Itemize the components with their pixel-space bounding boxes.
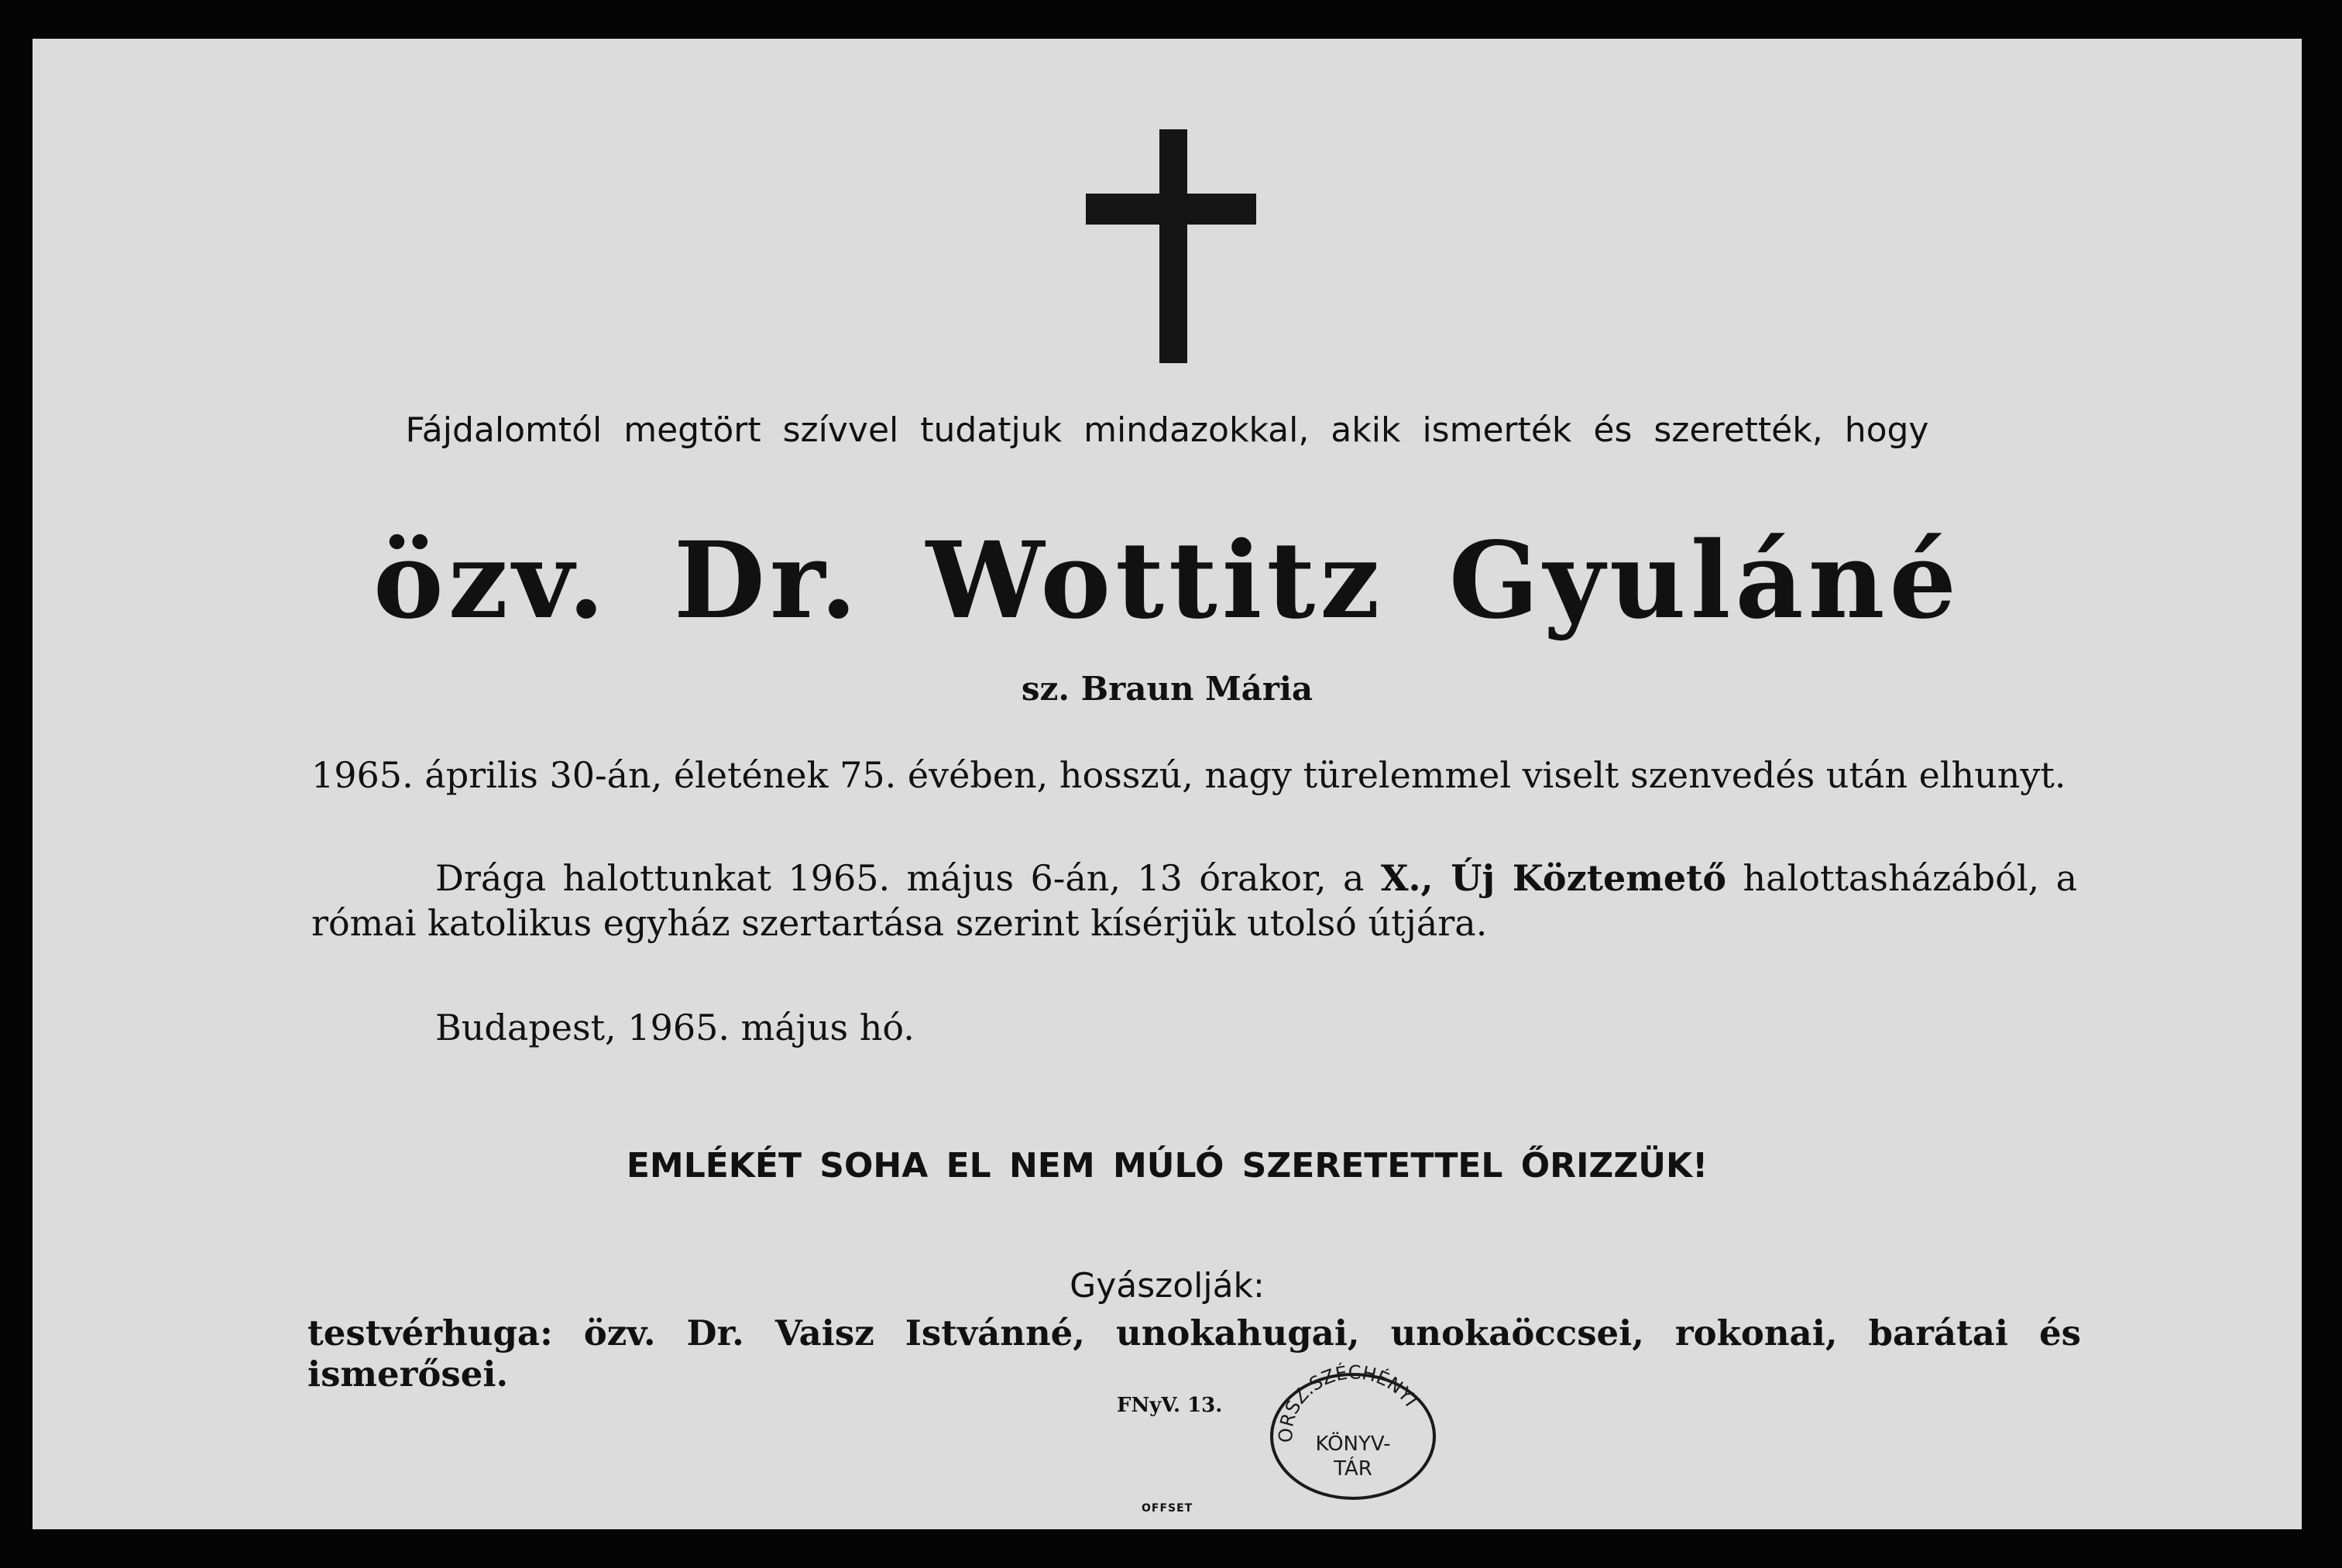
death-paragraph: 1965. április 30-án, életének 75. évében, hosszú, nagy türelemmel viselt szenvedés után elhunyt.: [311, 754, 2066, 796]
place-date: Budapest, 1965. május hó.: [435, 1007, 915, 1048]
maiden-name: sz. Braun Mária: [1021, 670, 1314, 708]
intro-text: Fájdalomtól megtört szívvel tudatjuk mindazokkal, akik ismerték és szerették, hogy: [405, 410, 1929, 450]
stamp-arc-text: ORSZ.SZÉCHÉNYI: [1275, 1361, 1422, 1443]
stamp-line-2: KÖNYV-: [1315, 1432, 1391, 1456]
svg-text:ORSZ.SZÉCHÉNYI: [1275, 1361, 1421, 1443]
deceased-name: özv. Dr. Wottitz Gyuláné: [373, 519, 1962, 643]
obituary-card: [33, 39, 2302, 1529]
mourners-title: Gyászolják:: [1070, 1266, 1265, 1306]
funeral-text-start: Drága halottunkat 1965. május 6-án, 13 órakor, a: [435, 857, 1381, 899]
funeral-text-end: halottasházából, a római katolikus egyház szertartása szerint kísérjük utolsó útjára.: [311, 857, 2077, 944]
offset-label: OFFSET: [1142, 1502, 1193, 1515]
cross-icon-bar: [1086, 194, 1256, 225]
funeral-paragraph: [311, 856, 2077, 945]
stamp-line-3: TÁR: [1334, 1457, 1372, 1481]
cross-icon: [1159, 129, 1187, 363]
mourners-list: testvérhuga: özv. Dr. Vaisz Istvánné, unokahugai, unokaöccsei, rokonai, barátai és ismerősei.: [307, 1312, 2081, 1395]
library-stamp: [1260, 1351, 1446, 1506]
funeral-place: X., Új Köztemető: [1380, 857, 1727, 899]
printer-code: FNyV. 13.: [1117, 1394, 1223, 1417]
motto: EMLÉKÉT SOHA EL NEM MÚLÓ SZERETETTEL ŐRIZZÜK!: [626, 1146, 1708, 1185]
